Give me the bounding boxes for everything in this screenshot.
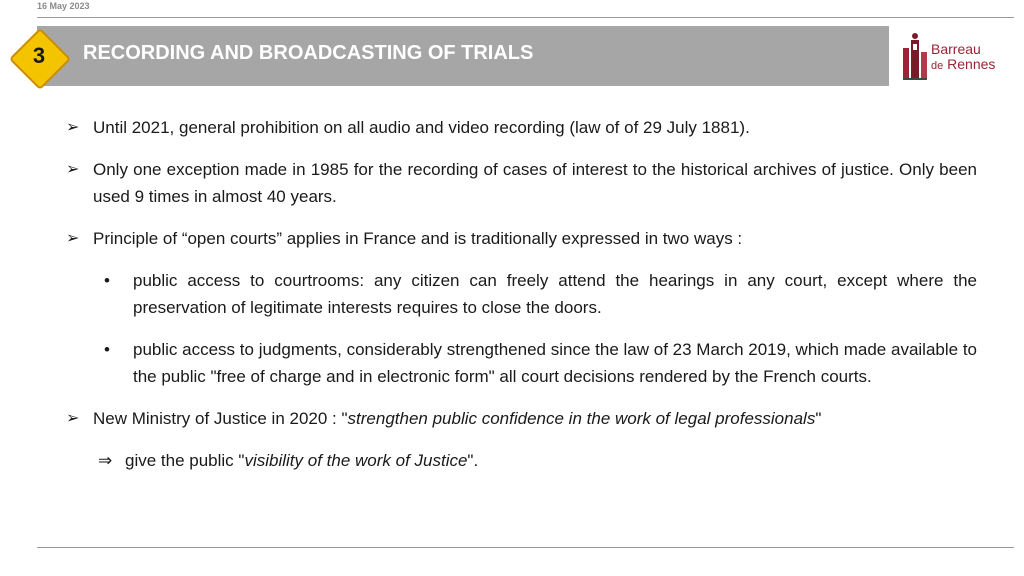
list-item	[66, 225, 977, 252]
top-divider	[37, 17, 1014, 18]
item-text-prefix: New Ministry of Justice in 2020 : "	[93, 409, 348, 428]
title-bar	[37, 26, 889, 86]
logo-line-barreau: Barreau	[931, 41, 981, 57]
implication-line	[66, 447, 977, 474]
slide-number: 3	[32, 43, 46, 68]
item-text: Principle of “open courts” applies in France and is traditionally expressed in two ways :	[93, 229, 743, 248]
implication-prefix: give the public "	[125, 451, 245, 470]
sub-item-text: public access to judgments, considerably strengthened since the law of 23 March 2019, which made available to the public "free of charge and in electronic form" all court decisions rendered by the French courts.	[133, 340, 977, 386]
sub-list-item	[66, 267, 977, 321]
slide-title: RECORDING AND BROADCASTING OF TRIALS	[83, 42, 534, 64]
sub-list-item	[66, 336, 977, 390]
slide-number-badge	[10, 29, 68, 87]
logo-rennes: Rennes	[947, 56, 996, 72]
slide-content	[66, 114, 977, 474]
arrow-bullet-icon: ➢	[66, 119, 80, 136]
list-item	[66, 405, 977, 432]
list-item	[66, 114, 977, 141]
implication-suffix: ".	[467, 451, 479, 470]
bullet-dot-icon: •	[104, 271, 110, 290]
logo-de: de	[931, 60, 944, 72]
implies-arrow-icon: ⇒	[98, 451, 113, 470]
bullet-dot-icon: •	[104, 340, 110, 359]
arrow-bullet-icon: ➢	[66, 161, 80, 178]
slide-date: 16 May 2023	[37, 1, 90, 11]
logo-wordmark	[931, 42, 995, 74]
arrow-bullet-icon: ➢	[66, 230, 80, 247]
item-text-suffix: "	[815, 409, 822, 428]
sub-item-text: public access to courtrooms: any citizen can freely attend the hearings in any court, except where the preservation of legitimate interests requires to close the doors.	[133, 271, 977, 317]
item-text: Until 2021, general prohibition on all audio and video recording (law of of 29 July 1881).	[93, 118, 750, 137]
bottom-divider	[37, 547, 1014, 548]
item-text: Only one exception made in 1985 for the recording of cases of interest to the historical archives of justice. Only been used 9 times in almost 40 years.	[93, 160, 977, 206]
building-icon	[899, 32, 929, 82]
barreau-de-rennes-logo	[899, 30, 1014, 82]
implication-emphasis: visibility of the work of Justice	[244, 451, 468, 470]
logo-line-rennes	[931, 57, 995, 74]
list-item	[66, 156, 977, 210]
item-text-emphasis: strengthen public confidence in the work of legal professionals	[347, 409, 816, 428]
arrow-bullet-icon: ➢	[66, 410, 80, 427]
